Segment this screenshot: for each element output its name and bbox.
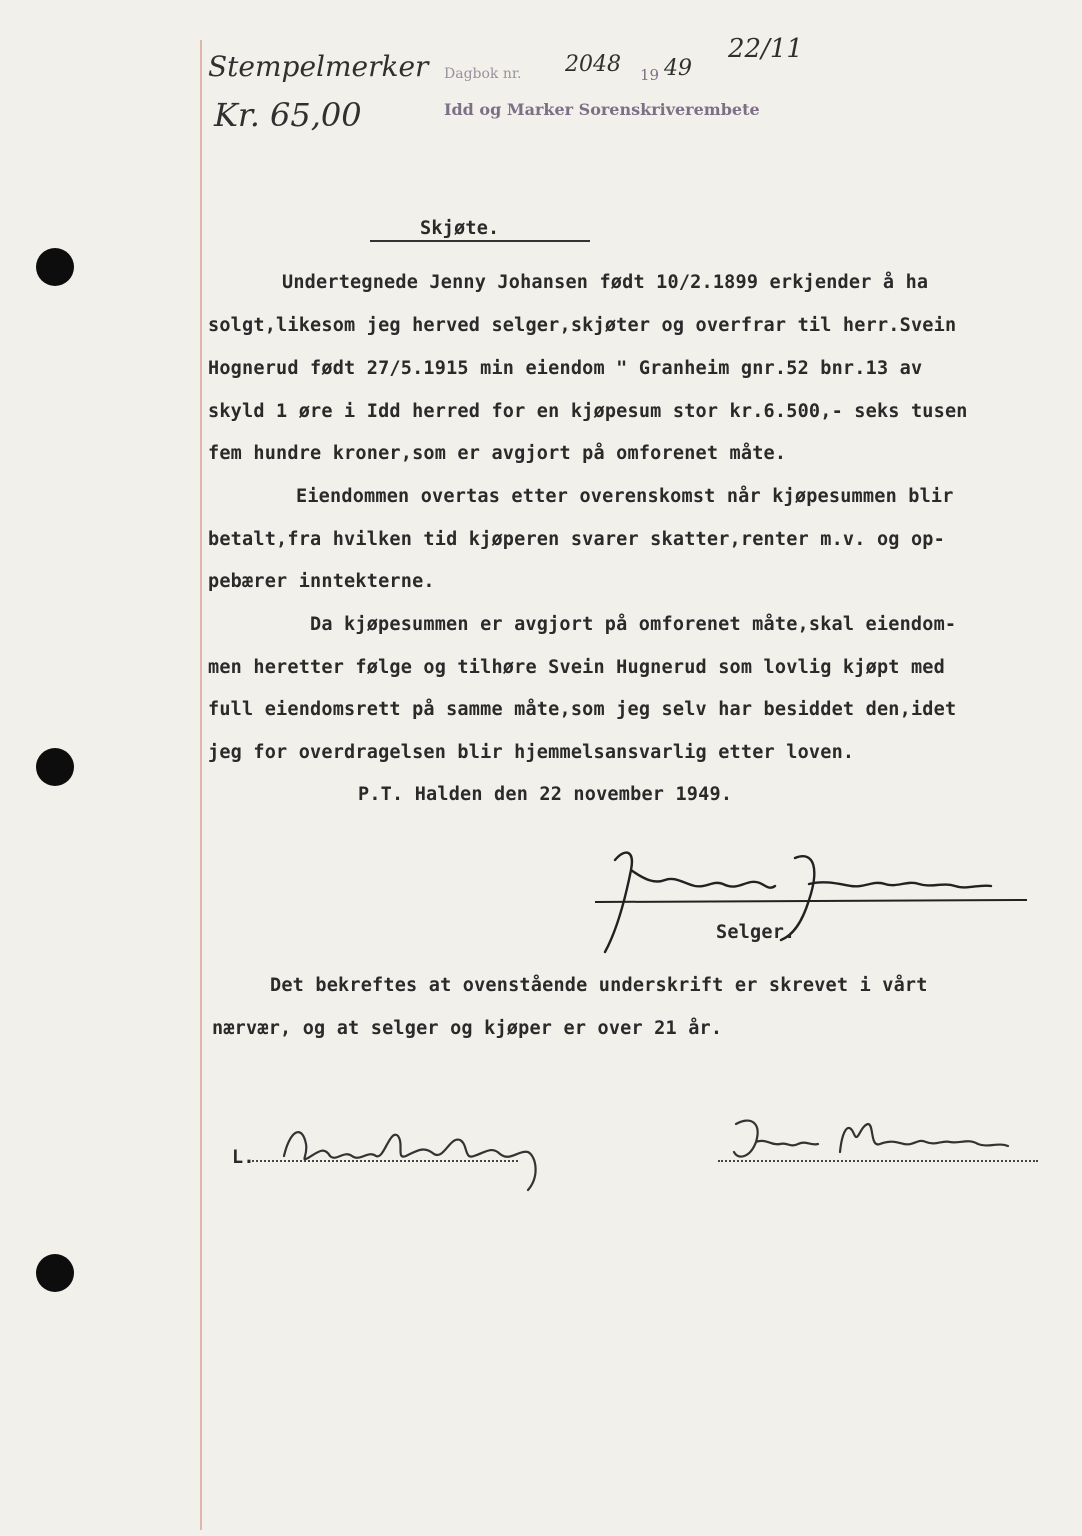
body-line-6: Eiendommen overtas etter overenskomst når kjøpesummen blir (296, 486, 954, 507)
body-line-3: Hognerud født 27/5.1915 min eiendom " Granheim gnr.52 bnr.13 av (208, 358, 923, 379)
punch-hole-top (36, 248, 74, 286)
year-suffix: 49 (664, 56, 692, 81)
body-line-12: jeg for overdragelsen blir hjemmelsansvarlig etter loven. (208, 742, 855, 763)
witness-prefix: L. (232, 1147, 255, 1168)
body-line-1: Undertegnede Jenny Johansen født 10/2.1899 erkjender å ha (282, 272, 929, 293)
attest-line-2: nærvær, og at selger og kjøper er over 21 år. (212, 1018, 723, 1039)
handwritten-date: 22/11 (728, 34, 803, 64)
punch-hole-middle (36, 748, 74, 786)
title-underline (370, 240, 590, 242)
stamp-office: Idd og Marker Sorenskriverembete (444, 100, 760, 119)
margin-rule (200, 40, 202, 1530)
seller-signature (595, 840, 1035, 960)
seller-label: Selger. (716, 922, 796, 943)
punch-hole-bottom (36, 1254, 74, 1292)
body-line-9: Da kjøpesummen er avgjort på omforenet måte,skal eiendom- (310, 614, 957, 635)
witness-right-signature (730, 1112, 1050, 1172)
document-title: Skjøte. (420, 218, 500, 239)
year-prefix: 19 (640, 66, 660, 84)
body-line-7: betalt,fra hvilken tid kjøperen svarer skatter,renter m.v. og op- (208, 529, 945, 550)
stamp-label: Dagbok nr. (444, 66, 522, 82)
body-line-10: men heretter følge og tilhøre Svein Hugnerud som lovlig kjøpt med (208, 657, 945, 678)
attest-line-1: Det bekreftes at ovenstående underskrift er skrevet i vårt (270, 975, 928, 996)
body-line-5: fem hundre kroner,som er avgjort på omforenet måte. (208, 443, 787, 464)
body-line-2: solgt,likesom jeg herved selger,skjøter og overfrar til herr.Svein (208, 315, 957, 336)
body-line-11: full eiendomsrett på samme måte,som jeg selv har besiddet den,idet (208, 699, 957, 720)
stamp-duty-note: Stempelmerker (208, 50, 429, 83)
body-line-8: pebærer inntekterne. (208, 571, 435, 592)
stamp-duty-amount: Kr. 65,00 (214, 96, 362, 134)
place-and-date: P.T. Halden den 22 november 1949. (358, 784, 733, 805)
journal-number: 2048 (565, 52, 621, 77)
witness-left-signature (278, 1116, 568, 1196)
body-line-4: skyld 1 øre i Idd herred for en kjøpesum stor kr.6.500,- seks tusen (208, 401, 968, 422)
